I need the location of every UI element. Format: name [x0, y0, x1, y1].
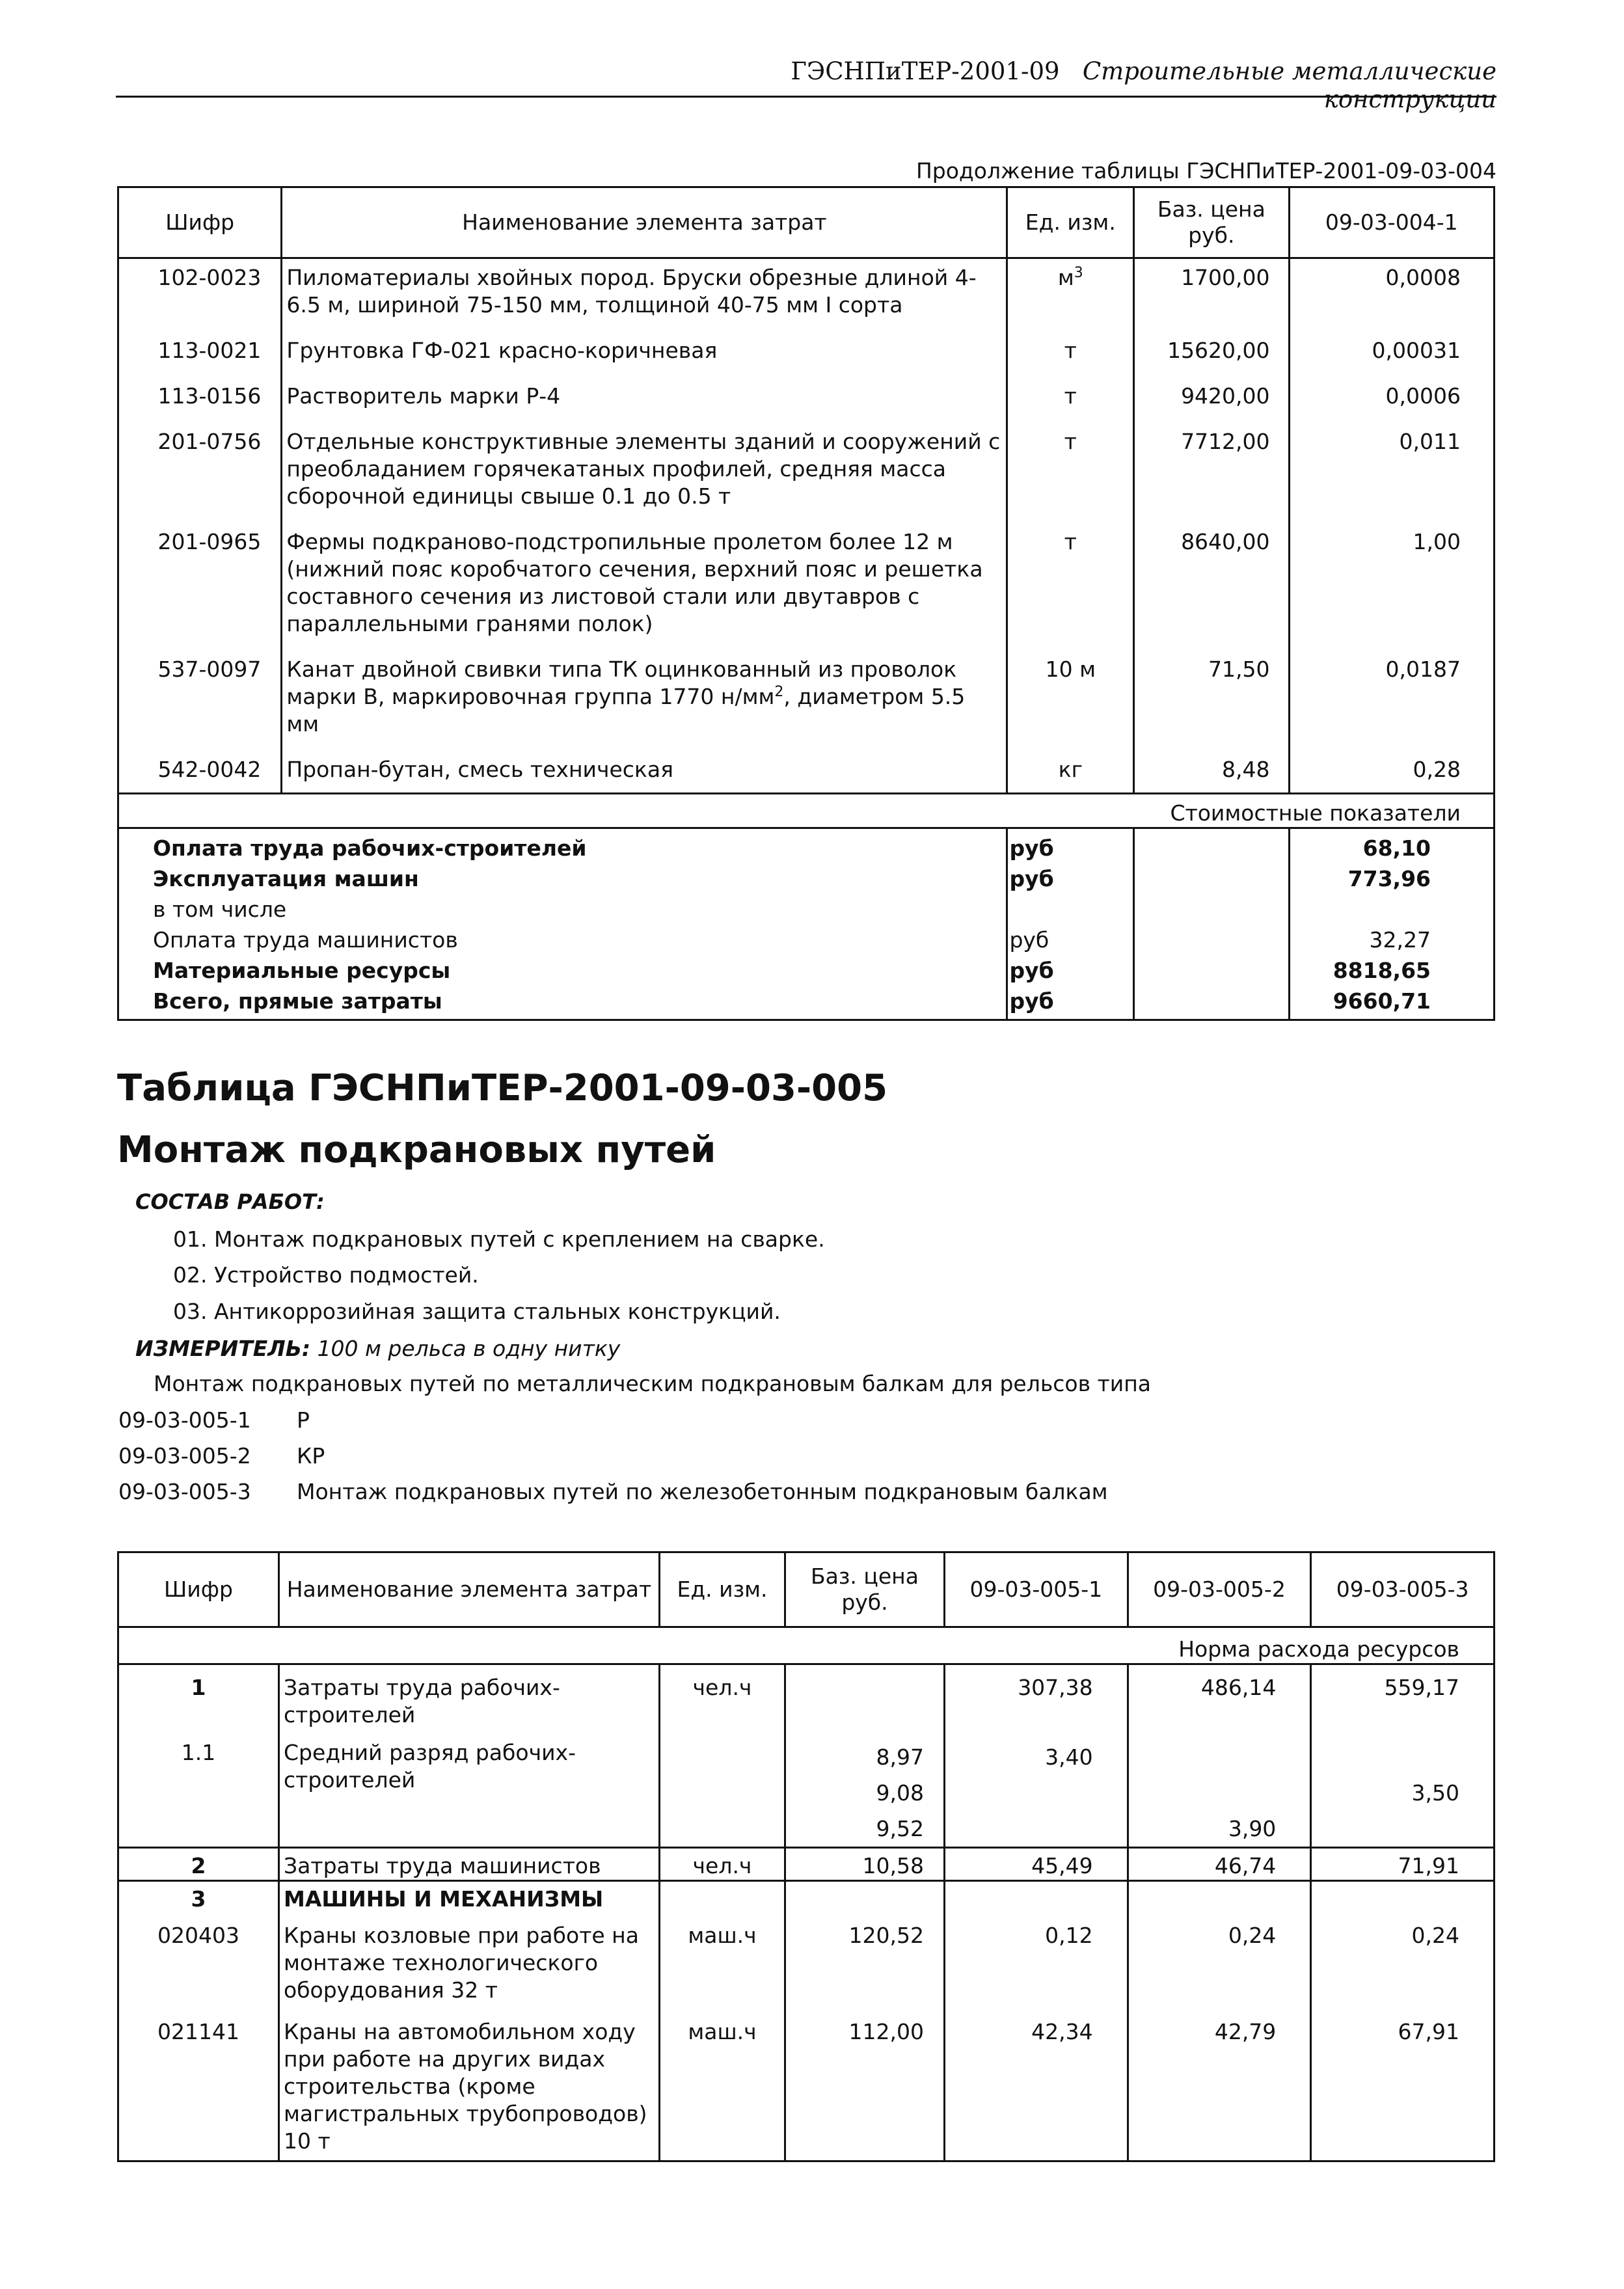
unit-sup: 3: [1074, 265, 1083, 281]
row-price: [785, 1664, 945, 1735]
table-row: [118, 1664, 1495, 1735]
table-row: [118, 419, 1495, 519]
name-sup: 2: [774, 684, 784, 700]
table-row: [118, 328, 1495, 373]
summary-blank: [1134, 894, 1289, 925]
summary-blank: [1134, 828, 1289, 864]
measure-line: [135, 1336, 620, 1361]
row-name: Краны на автомобильном ходу при работе на других видах строительства (кроме магистральных трубопроводов) 10 т: [279, 2009, 660, 2161]
row-value-3: 0,24: [1311, 1913, 1495, 2009]
table-header-row: [118, 187, 1495, 258]
row-name: Затраты труда машинистов: [279, 1848, 660, 1881]
work-item: 01. Монтаж подкрановых путей с креплением на сварке.: [173, 1226, 825, 1252]
row-value-2: 46,74: [1128, 1848, 1311, 1881]
row-value: 0,00031: [1289, 328, 1494, 373]
work-item: 03. Антикоррозийная защита стальных конструкций.: [173, 1299, 781, 1324]
summary-value: 32,27: [1289, 925, 1494, 955]
grade-value: 3,90: [1228, 1816, 1277, 1841]
works-label: СОСТАВ РАБОТ:: [135, 1189, 325, 1214]
table-header-row: [118, 1552, 1495, 1627]
row-value-2: 0,24: [1128, 1913, 1311, 2009]
name-text-end: , диаметром 5.5 мм: [286, 684, 966, 737]
row-value-1: 307,38: [945, 1664, 1128, 1735]
row-value-3: [1311, 1734, 1495, 1848]
col-header-3: 09-03-005-3: [1311, 1552, 1495, 1627]
row-code: 021141: [118, 2009, 279, 2161]
row-price: 7712,00: [1134, 419, 1289, 519]
summary-unit: руб: [1007, 863, 1134, 894]
row-name: Пиломатериалы хвойных пород. Бруски обрезные длиной 4-6.5 м, шириной 75-150 мм, толщиной 40-75 мм I сорта: [282, 258, 1007, 329]
row-code: 201-0756: [118, 419, 282, 519]
summary-row: [118, 925, 1495, 955]
summary-unit: руб: [1007, 925, 1134, 955]
row-name: Затраты труда рабочих-строителей: [279, 1664, 660, 1735]
section-label: Стоимостные показатели: [118, 794, 1495, 828]
row-price: 15620,00: [1134, 328, 1289, 373]
summary-row: [118, 986, 1495, 1020]
row-unit: т: [1007, 419, 1134, 519]
summary-label: Эксплуатация машин: [153, 866, 419, 891]
row-unit: чел.ч: [660, 1664, 785, 1735]
row-unit: т: [1007, 373, 1134, 419]
summary-unit: руб: [1007, 986, 1134, 1020]
row-code: 1: [118, 1664, 279, 1735]
summary-blank: [1134, 925, 1289, 955]
variant-code: 09-03-005-3: [118, 1479, 251, 1504]
section-label: Норма расхода ресурсов: [118, 1627, 1495, 1664]
col-header-price: [1134, 187, 1289, 258]
row-unit: [660, 1734, 785, 1848]
table-row: [118, 1913, 1495, 2009]
table-row: [118, 373, 1495, 419]
row-name: Краны козловые при работе на монтаже технологического оборудования 32 т: [279, 1913, 660, 2009]
row-value: 0,011: [1289, 419, 1494, 519]
row-price: [785, 1881, 945, 1914]
row-price: [785, 1734, 945, 1848]
table1-caption: Продолжение таблицы ГЭСНПиТЕР-2001-09-03-004: [915, 158, 1496, 183]
row-value-3: 71,91: [1311, 1848, 1495, 1881]
section-row: [118, 794, 1495, 828]
grade-value: 3,40: [1045, 1744, 1093, 1770]
summary-label: Оплата труда машинистов: [153, 927, 458, 953]
row-value-2: 486,14: [1128, 1664, 1311, 1735]
table-row: [118, 647, 1495, 747]
summary-value: 773,96: [1289, 863, 1494, 894]
row-value-1: [945, 1734, 1128, 1848]
table-resources-003-004: [117, 186, 1495, 1021]
table-resources-003-005: [117, 1551, 1495, 2162]
summary-value: 9660,71: [1289, 986, 1494, 1020]
row-code: 201-0965: [118, 519, 282, 647]
row-code: 113-0021: [118, 328, 282, 373]
row-code: 102-0023: [118, 258, 282, 329]
summary-row: [118, 828, 1495, 864]
table-row: [118, 1881, 1495, 1914]
header-rule: [116, 96, 1496, 98]
row-value-1: 45,49: [945, 1848, 1128, 1881]
row-code: 020403: [118, 1913, 279, 2009]
price-value: 9,52: [876, 1816, 924, 1841]
header-title: Строительные металлические конструкции: [1082, 57, 1496, 113]
row-name: Грунтовка ГФ-021 красно-коричневая: [282, 328, 1007, 373]
row-price: 112,00: [785, 2009, 945, 2161]
summary-label: Всего, прямые затраты: [153, 988, 442, 1014]
variant-text: Р: [297, 1407, 310, 1433]
price-header-line2: руб.: [1188, 223, 1235, 248]
row-value-2: [1128, 1881, 1311, 1914]
row-name: Средний разряд рабочих-строителей: [279, 1734, 660, 1848]
summary-value: 8818,65: [1289, 955, 1494, 986]
row-code: 537-0097: [118, 647, 282, 747]
row-unit: [660, 1881, 785, 1914]
row-value: 0,28: [1289, 747, 1494, 794]
measure-label: ИЗМЕРИТЕЛЬ:: [135, 1336, 311, 1361]
summary-blank: [1134, 863, 1289, 894]
row-unit: чел.ч: [660, 1848, 785, 1881]
col-header-price: [785, 1552, 945, 1627]
name-text: Канат двойной свивки типа ТК оцинкованный из проволок марки В, маркировочная группа 1770 н/мм: [286, 657, 957, 709]
summary-blank: [1134, 986, 1289, 1020]
row-value-3: 67,91: [1311, 2009, 1495, 2161]
section-row: [118, 1627, 1495, 1664]
price-header-line2: руб.: [841, 1590, 888, 1615]
row-unit: [1007, 258, 1134, 329]
summary-label: в том числе: [153, 897, 287, 922]
row-value-2: 42,79: [1128, 2009, 1311, 2161]
col-header-unit: Ед. изм.: [1007, 187, 1134, 258]
price-value: 8,97: [876, 1744, 924, 1770]
row-price: 9420,00: [1134, 373, 1289, 419]
row-unit: т: [1007, 519, 1134, 647]
row-unit: кг: [1007, 747, 1134, 794]
summary-label: Материальные ресурсы: [153, 958, 451, 983]
row-value-1: 0,12: [945, 1913, 1128, 2009]
row-value-1: 42,34: [945, 2009, 1128, 2161]
summary-unit: руб: [1007, 828, 1134, 864]
row-price: 8640,00: [1134, 519, 1289, 647]
variant-text: КР: [297, 1443, 325, 1469]
row-value-1: [945, 1881, 1128, 1914]
price-header-line1: Баз. цена: [811, 1564, 919, 1589]
row-unit: т: [1007, 328, 1134, 373]
summary-value: [1289, 894, 1494, 925]
col-header-code: Шифр: [118, 187, 282, 258]
row-unit: маш.ч: [660, 2009, 785, 2161]
row-value: 0,0008: [1289, 258, 1494, 329]
table-row: [118, 1848, 1495, 1881]
intro-text: Монтаж подкрановых путей по металлическим подкрановым балкам для рельсов типа: [154, 1371, 1152, 1396]
row-name: Растворитель марки Р-4: [282, 373, 1007, 419]
summary-value: 68,10: [1289, 828, 1494, 864]
row-unit: 10 м: [1007, 647, 1134, 747]
row-code: 1.1: [118, 1734, 279, 1848]
row-code: 2: [118, 1848, 279, 1881]
summary-unit: [1007, 894, 1134, 925]
row-value-3: 559,17: [1311, 1664, 1495, 1735]
grade-value: 3,50: [1411, 1780, 1459, 1806]
page-header: [690, 57, 1496, 113]
row-value-2: [1128, 1734, 1311, 1848]
variant-code: 09-03-005-2: [118, 1443, 251, 1469]
row-name: Пропан-бутан, смесь техническая: [282, 747, 1007, 794]
row-unit: маш.ч: [660, 1913, 785, 2009]
row-value-3: [1311, 1881, 1495, 1914]
price-header-line1: Баз. цена: [1157, 196, 1265, 222]
row-code: 113-0156: [118, 373, 282, 419]
table-row: [118, 1734, 1495, 1848]
unit-text: м: [1057, 265, 1074, 290]
row-price: 1700,00: [1134, 258, 1289, 329]
table-row: [118, 747, 1495, 794]
measure-text: 100 м рельса в одну нитку: [317, 1336, 621, 1361]
row-code: 542-0042: [118, 747, 282, 794]
section-subtitle: Монтаж подкрановых путей: [117, 1129, 716, 1171]
row-value: 0,0187: [1289, 647, 1494, 747]
row-value: 0,0006: [1289, 373, 1494, 419]
summary-label: Оплата труда рабочих-строителей: [153, 835, 587, 861]
row-price: 8,48: [1134, 747, 1289, 794]
col-header-value: 09-03-004-1: [1289, 187, 1494, 258]
row-value: 1,00: [1289, 519, 1494, 647]
col-header-1: 09-03-005-1: [945, 1552, 1128, 1627]
variant-text: Монтаж подкрановых путей по железобетонным подкрановым балкам: [297, 1479, 1108, 1504]
price-value: 9,08: [876, 1780, 924, 1806]
summary-row: [118, 863, 1495, 894]
row-name: Фермы подкраново-подстропильные пролетом более 12 м (нижний пояс коробчатого сечения, верхний пояс и решетка составного сечения из листовой стали или двутавров с параллельными гранями полок): [282, 519, 1007, 647]
row-price: 10,58: [785, 1848, 945, 1881]
table-row: [118, 258, 1495, 329]
col-header-name: Наименование элемента затрат: [279, 1552, 660, 1627]
row-code: 3: [118, 1881, 279, 1914]
col-header-name: Наименование элемента затрат: [282, 187, 1007, 258]
row-name: Отдельные конструктивные элементы зданий и сооружений с преобладанием горячекатаных профилей, средняя масса сборочной единицы свыше 0.1 до 0.5 т: [282, 419, 1007, 519]
col-header-unit: Ед. изм.: [660, 1552, 785, 1627]
row-name: МАШИНЫ И МЕХАНИЗМЫ: [279, 1881, 660, 1914]
summary-row: [118, 955, 1495, 986]
summary-row: [118, 894, 1495, 925]
col-header-code: Шифр: [118, 1552, 279, 1627]
row-name: [282, 647, 1007, 747]
summary-blank: [1134, 955, 1289, 986]
row-price: 120,52: [785, 1913, 945, 2009]
table-title: Таблица ГЭСНПиТЕР-2001-09-03-005: [117, 1067, 888, 1109]
variant-code: 09-03-005-1: [118, 1407, 251, 1433]
table-row: [118, 519, 1495, 647]
header-code: ГЭСНПиТЕР-2001-09: [791, 57, 1060, 85]
work-item: 02. Устройство подмостей.: [173, 1262, 479, 1288]
col-header-2: 09-03-005-2: [1128, 1552, 1311, 1627]
table-row: [118, 2009, 1495, 2161]
row-price: 71,50: [1134, 647, 1289, 747]
summary-unit: руб: [1007, 955, 1134, 986]
